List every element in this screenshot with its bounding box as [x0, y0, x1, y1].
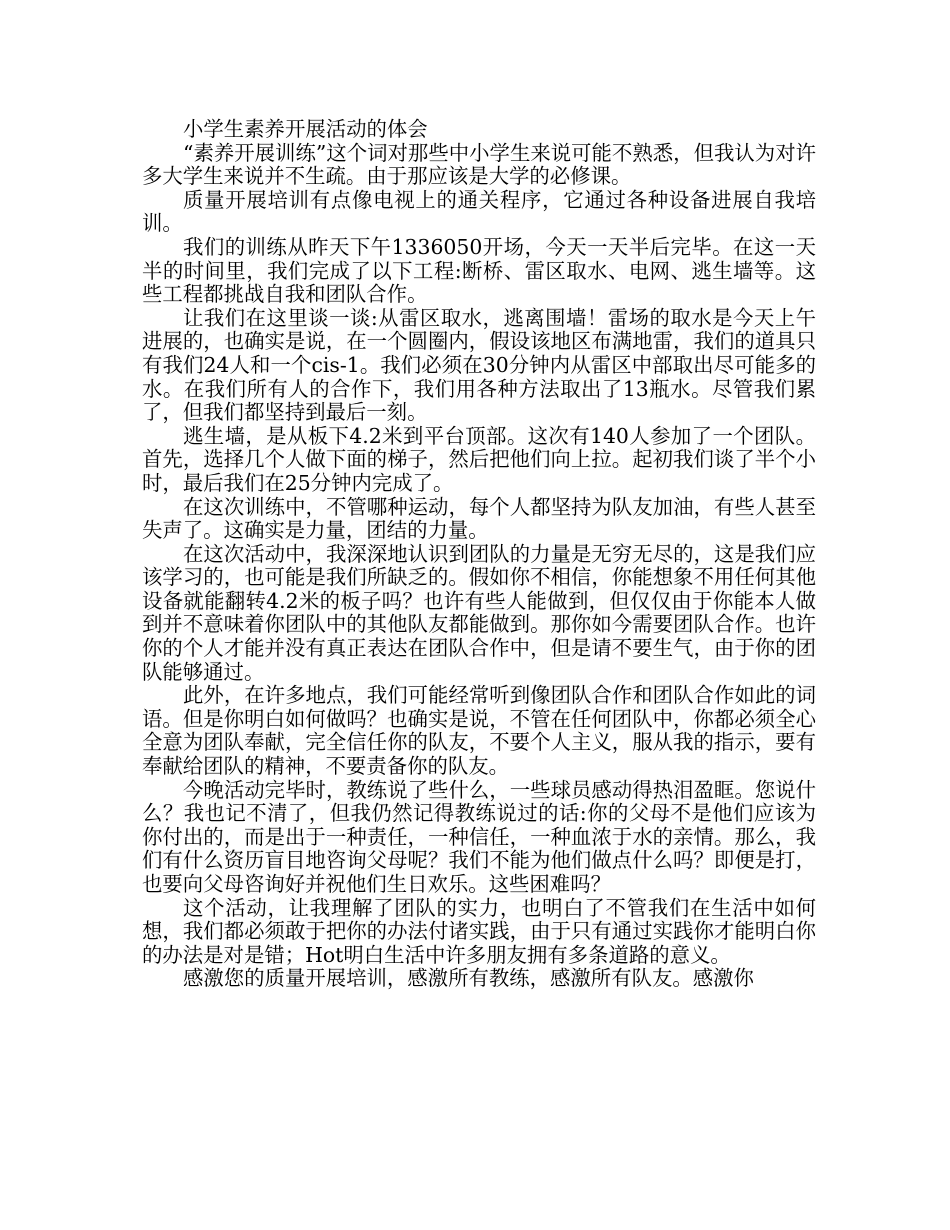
paragraph-2: 质量开展培训有点像电视上的通关程序，它通过各种设备进展自我培训。 — [142, 187, 816, 236]
paragraph-10: 这个活动，让我理解了团队的实力，也明白了不管我们在生活中如何想，我们都必须敢于把你的办法付诸实践，由于只有通过实践你才能明白你的办法是对是错；Hot明白生活中许多朋友拥有多条道路的意义。 — [142, 895, 816, 967]
document-page — [142, 118, 816, 991]
paragraph-8: 此外，在许多地点，我们可能经常听到像团队合作和团队合作如此的词语。但是你明白如何做吗？也确实是说，不管在任何团队中，你都必须全心全意为团队奉献，完全信任你的队友，不要个人主义，服从我的指示，要有奉献给团队的精神，不要责备你的队友。 — [142, 683, 816, 779]
paragraph-3: 我们的训练从昨天下午1336050开场，今天一天半后完毕。在这一天半的时间里，我们完成了以下工程:断桥、雷区取水、电网、逃生墙等。这些工程都挑战自我和团队合作。 — [142, 234, 816, 307]
paragraph-1: “素养开展训练”这个词对那些中小学生来说可能不熟悉，但我认为对许多大学生来说并不生疏。由于那应该是大学的必修课。 — [142, 140, 816, 189]
document-title: 小学生素养开展活动的体会 — [183, 117, 428, 141]
paragraph-4: 让我们在这里谈一谈:从雷区取水，逃离围墙！雷场的取水是今天上午进展的，也确实是说，在一个圆圈内，假设该地区布满地雷，我们的道具只有我们24人和一个cis-1。我们必须在30分钟内从雷区中部取出尽可能多的水。在我们所有人的合作下，我们用各种方法取出了13瓶水。尽管我们累了，但我们都坚持到最后一刻。 — [142, 305, 816, 425]
paragraph-9: 今晚活动完毕时，教练说了些什么，一些球员感动得热泪盈眶。您说什么？我也记不清了，但我仍然记得教练说过的话:你的父母不是他们应该为你付出的，而是出于一种责任，一种信任，一种血浓于水的亲情。那么，我们有什么资历盲目地咨询父母呢？我们不能为他们做点什么吗？即便是打，也要向父母咨询好并祝他们生日欢乐。这些困难吗？ — [142, 777, 816, 896]
paragraph-11: 感激您的质量开展培训，感激所有教练，感激所有队友。感激你 — [183, 966, 754, 991]
paragraph-6: 在这次训练中，不管哪种运动，每个人都坚持为队友加油，有些人甚至失声了。这确实是力量，团结的力量。 — [142, 494, 816, 543]
paragraph-7: 在这次活动中，我深深地认识到团队的力量是无穷无尽的，这是我们应该学习的，也可能是我们所缺乏的。假如你不相信，你能想象不用任何其他设备就能翻转4.2米的板子吗？也许有些人能做到，但仅仅由于你能本人做到并不意味着你团队中的其他队友都能做到。那你如今需要团队合作。也许你的个人才能并没有真正表达在团队合作中，但是请不要生气，由于你的团队能够通过。 — [142, 541, 816, 684]
paragraph-5: 逃生墙，是从板下4.2米到平台顶部。这次有140人参加了一个团队。首先，选择几个人做下面的梯子，然后把他们向上拉。起初我们谈了半个小时，最后我们在25分钟内完成了。 — [142, 423, 816, 495]
